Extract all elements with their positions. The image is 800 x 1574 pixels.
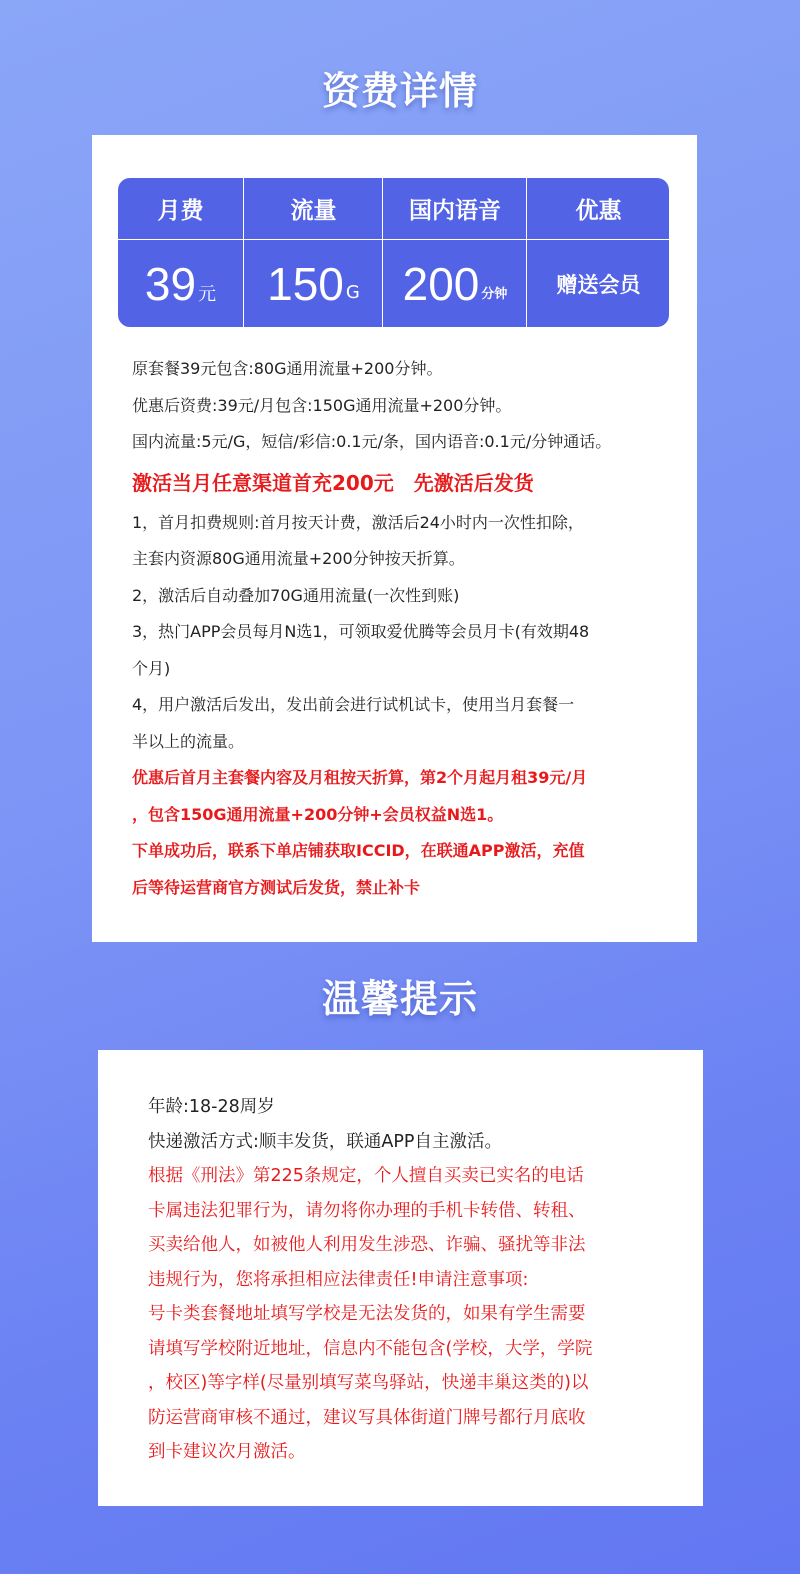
data-unit: G xyxy=(345,282,360,303)
section-title-fee-details: 资费详情 xyxy=(321,69,478,113)
tip-line: 买卖给他人，如被他人利用发生涉恐、诈骗、骚扰等非法 xyxy=(148,1235,586,1255)
fee-header-monthly: 月费 xyxy=(118,178,243,240)
fee-value-data xyxy=(244,240,383,327)
fee-col-data xyxy=(243,178,383,327)
detail-line: 3，热门APP会员每月N选1，可领取爱优腾等会员月卡(有效期48 xyxy=(132,622,590,641)
detail-line: 2，激活后自动叠加70G通用流量(一次性到账) xyxy=(132,585,460,605)
tip-line: 防运营商审核不通过，建议写具体街道门牌号都行月底收 xyxy=(148,1407,586,1428)
tip-line: ，校区)等字样(尽量别填写菜鸟驿站，快递丰巢这类的)以 xyxy=(148,1373,589,1393)
monthly-fee-unit: 元 xyxy=(198,283,217,305)
fee-header-data: 流量 xyxy=(244,178,383,240)
detail-line: 1，首月扣费规则:首月按天计费，激活后24小时内一次性扣除， xyxy=(132,512,584,532)
detail-line: 国内流量:5元/G，短信/彩信:0.1元/条，国内语音:0.1元/分钟通话。 xyxy=(132,432,612,451)
detail-line: 优惠后资费:39元/月包含:150G通用流量+200分钟。 xyxy=(132,395,512,415)
fee-table xyxy=(118,178,669,327)
tips-card xyxy=(98,1050,703,1506)
detail-line: 优惠后首月主套餐内容及月租按天折算，第2个月起月租39元/月 xyxy=(132,768,588,787)
tip-line: 年龄:18-28周岁 xyxy=(148,1097,275,1117)
voice-amount: 200 xyxy=(402,257,480,310)
fee-details-card xyxy=(92,135,697,942)
section-title-tips: 温馨提示 xyxy=(321,977,478,1021)
tip-line: 快递激活方式:顺丰发货，联通APP自主激活。 xyxy=(148,1131,502,1152)
fee-col-bonus xyxy=(526,178,669,327)
detail-line: 后等待运营商官方测试后发货，禁止补卡 xyxy=(132,877,421,897)
tip-line: 违规行为，您将承担相应法律责任!申请注意事项: xyxy=(148,1269,529,1290)
detail-line: 原套餐39元包含:80G通用流量+200分钟。 xyxy=(132,359,443,378)
monthly-fee-amount: 39 xyxy=(144,257,197,310)
fee-col-monthly xyxy=(118,178,243,327)
bonus-text: 赠送会员 xyxy=(556,272,641,297)
tip-line: 号卡类套餐地址填写学校是无法发货的，如果有学生需要 xyxy=(148,1304,586,1324)
tip-line: 根据《刑法》第225条规定，个人擅自买卖已实名的电话 xyxy=(148,1166,584,1186)
fee-value-monthly xyxy=(118,240,243,327)
fee-value-voice xyxy=(383,240,527,327)
data-amount: 150 xyxy=(267,257,344,310)
fee-details-list xyxy=(132,351,692,906)
detail-line: 下单成功后，联系下单店铺获取ICCID，在联通APP激活，充值 xyxy=(132,841,585,860)
detail-line: 激活当月任意渠道首充200元 先激活后发货 xyxy=(132,470,534,495)
fee-value-bonus xyxy=(527,240,669,327)
detail-line: 主套内资源80G通用流量+200分钟按天折算。 xyxy=(132,549,465,568)
tip-line: 到卡建议次月激活。 xyxy=(148,1442,306,1462)
tip-line: 卡属违法犯罪行为，请勿将你办理的手机卡转借、转租、 xyxy=(148,1200,586,1221)
detail-line: 半以上的流量。 xyxy=(132,731,245,751)
tips-list xyxy=(148,1090,688,1470)
detail-line: 个月) xyxy=(132,658,171,678)
fee-header-bonus: 优惠 xyxy=(527,178,669,240)
fee-header-voice: 国内语音 xyxy=(383,178,527,240)
voice-unit: 分钟 xyxy=(481,287,508,302)
fee-col-voice xyxy=(382,178,527,327)
detail-line: ，包含150G通用流量+200分钟+会员权益N选1。 xyxy=(132,804,504,824)
detail-line: 4，用户激活后发出，发出前会进行试机试卡，使用当月套餐一 xyxy=(132,695,575,714)
tip-line: 请填写学校附近地址，信息内不能包含(学校，大学，学院 xyxy=(148,1338,593,1359)
